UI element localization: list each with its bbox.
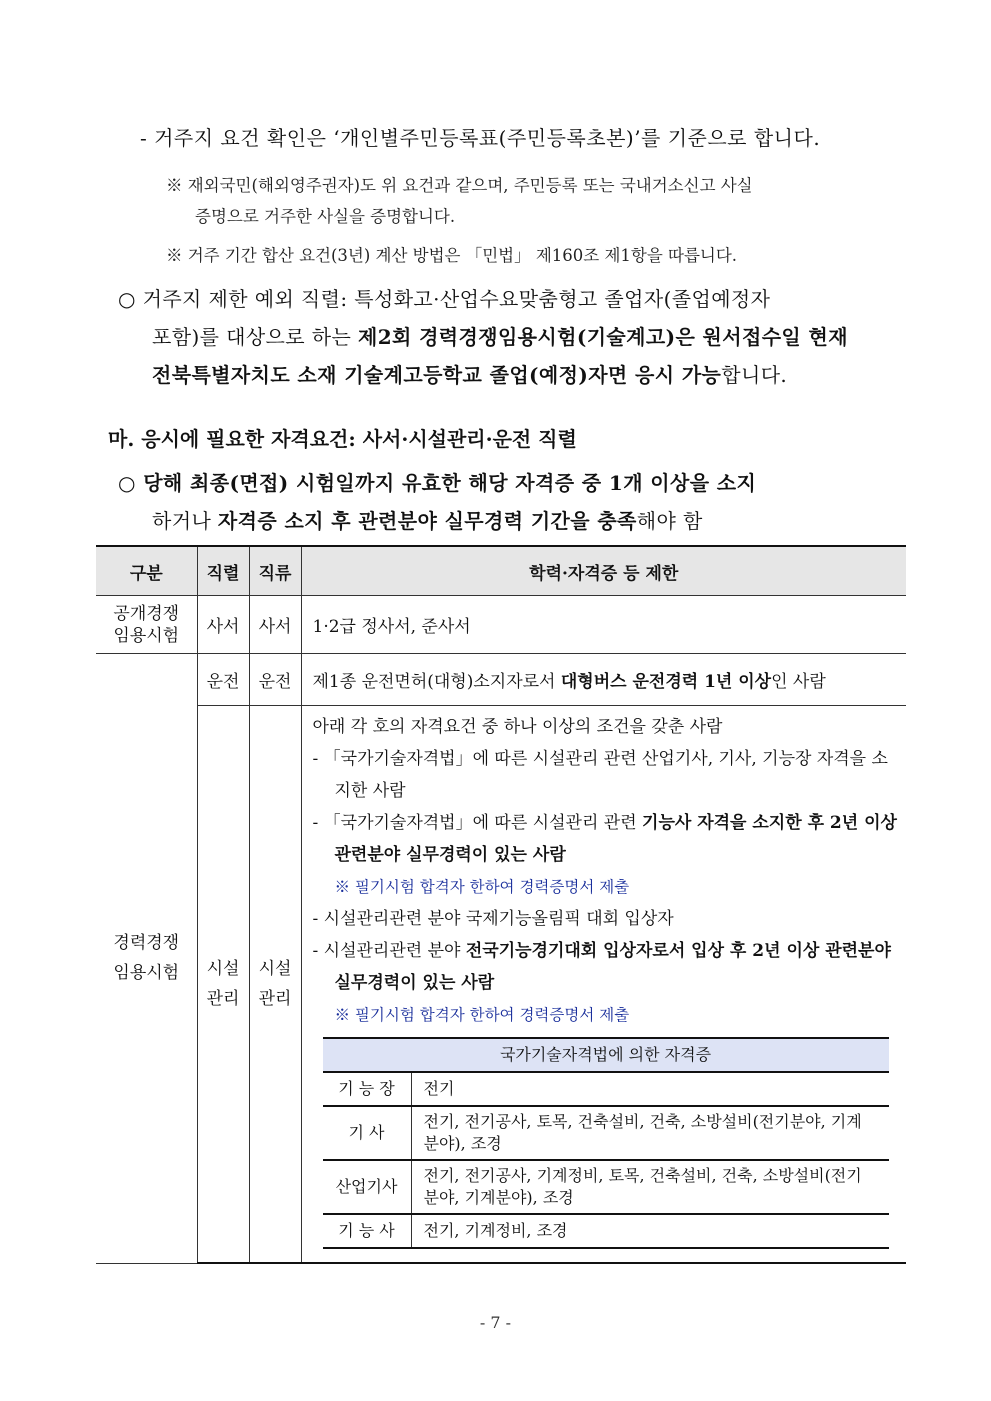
certificate-fields: 전기, 기계정비, 조경 xyxy=(411,1214,889,1248)
row-limit xyxy=(301,654,906,706)
facility-item1: - 「국가기술자격법」에 따른 시설관리 관련 산업기사, 기사, 기능장 자격을 소지한 사람 xyxy=(312,749,888,801)
row-limit xyxy=(301,596,906,654)
overseas-note-line2: 증명으로 거주한 사실을 증명합니다. xyxy=(195,207,456,226)
header-type: 직류 xyxy=(249,546,301,596)
facility-item4-plain: - 시설관리관련 분야 xyxy=(312,941,466,961)
certificate-row xyxy=(323,1214,889,1248)
driving-plain2: 인 사람 xyxy=(771,672,826,692)
row-series: 시설 관리 xyxy=(197,706,249,1264)
section-heading: 마. 응시에 필요한 자격요건: 사서·시설관리·운전 직렬 xyxy=(108,427,577,451)
requirement-line2-plain1: 하거나 xyxy=(152,509,218,533)
civil-law-note: ※ 거주 기간 합산 요건(3년) 계산 방법은 「민법」 제160조 제1항을 따릅니다. xyxy=(166,246,738,265)
row-category-open: 공개경쟁 임용시험 xyxy=(96,596,197,654)
exception-line3 xyxy=(152,359,787,388)
certificate-row xyxy=(323,1072,889,1106)
qualification-table xyxy=(96,545,906,1264)
facility-item2-plain: - 「국가기술자격법」에 따른 시설관리 관련 xyxy=(312,813,643,833)
certificate-row xyxy=(323,1106,889,1160)
certificate-fields: 전기 xyxy=(411,1072,889,1106)
page-number: - 7 - xyxy=(479,1313,512,1332)
certificate-grade: 기 능 장 xyxy=(323,1072,412,1106)
certificate-table-header xyxy=(323,1038,889,1072)
exception-line1: ○ 거주지 제한 예외 직렬: 특성화고·산업수요맞춤형고 졸업자(졸업예정자 xyxy=(118,287,771,311)
certificate-grade: 기 사 xyxy=(323,1106,412,1160)
facility-item4 xyxy=(313,935,902,999)
driving-bold: 대형버스 운전경력 1년 이상 xyxy=(560,672,772,692)
certificate-row xyxy=(323,1160,889,1214)
exception-line2 xyxy=(152,321,848,350)
facility-requirements xyxy=(303,707,906,1261)
requirement-line2-plain2: 해야 함 xyxy=(636,509,703,533)
table-row xyxy=(96,706,906,1264)
requirement-line2-bold: 자격증 소지 후 관련분야 실무경력 기간을 충족 xyxy=(217,509,637,533)
facility-note-b: ※ 필기시험 합격자 한하여 경력증명서 제출 xyxy=(334,1006,630,1024)
row-type: 사서 xyxy=(249,596,301,654)
header-series: 직렬 xyxy=(197,546,249,596)
row-type: 시설 관리 xyxy=(249,706,301,1264)
header-limit: 학력·자격증 등 제한 xyxy=(301,546,906,596)
exception-line2-plain: 포함)를 대상으로 하는 xyxy=(152,325,358,349)
certificate-fields: 전기, 전기공사, 기계정비, 토목, 건축설비, 건축, 소방설비(전기분야, 기계분야), 조경 xyxy=(411,1160,889,1214)
header-category: 구분 xyxy=(96,546,197,596)
row-limit-text xyxy=(303,672,836,692)
overseas-note-line1: ※ 재외국민(해외영주권자)도 위 요건과 같으며, 주민등록 또는 국내거소신고 사실 xyxy=(166,176,753,195)
facility-intro: 아래 각 호의 자격요건 중 하나 이상의 조건을 갖춘 사람 xyxy=(312,717,723,737)
certificate-fields: 전기, 전기공사, 토목, 건축설비, 건축, 소방설비(전기분야, 기계분야), 조경 xyxy=(411,1106,889,1160)
facility-item3: - 시설관리관련 분야 국제기능올림픽 대회 입상자 xyxy=(312,909,674,929)
row-series: 운전 xyxy=(197,654,249,706)
table-header-row xyxy=(96,546,906,596)
exception-line3-plain: 합니다. xyxy=(721,363,788,387)
row-limit xyxy=(301,706,906,1264)
residence-basis-line: - 거주지 요건 확인은 ‘개인별주민등록표(주민등록초본)’를 기준으로 합니다. xyxy=(140,126,821,150)
exception-line3-bold: 전북특별자치도 소재 기술계고등학교 졸업(예정)자면 응시 가능 xyxy=(152,363,722,387)
row-limit-text: 1·2급 정사서, 준사서 xyxy=(312,617,471,637)
row-type: 운전 xyxy=(249,654,301,706)
certificate-grade: 산업기사 xyxy=(323,1160,412,1214)
facility-item4-bold: 전국기능경기대회 입상자로서 입상 후 2년 이상 관련분야 실무경력이 있는 사람 xyxy=(334,941,891,993)
facility-item2-bold: 기능사 자격을 소지한 후 2년 이상 관련분야 실무경력이 있는 사람 xyxy=(334,813,897,865)
certificate-table xyxy=(323,1037,889,1249)
facility-note-a: ※ 필기시험 합격자 한하여 경력증명서 제출 xyxy=(334,878,630,896)
row-category-career: 경력경쟁 임용시험 xyxy=(96,654,197,1264)
table-row xyxy=(96,654,906,706)
row-series: 사서 xyxy=(197,596,249,654)
driving-plain1: 제1종 운전면허(대형)소지자로서 xyxy=(312,672,561,692)
table-row xyxy=(96,596,906,654)
exception-line2-bold: 제2회 경력경쟁임용시험(기술계고)은 원서접수일 현재 xyxy=(357,325,848,349)
certificate-title: 국가기술자격법에 의한 자격증 xyxy=(323,1038,889,1072)
facility-item2 xyxy=(313,807,902,871)
certificate-grade: 기 능 사 xyxy=(323,1214,412,1248)
requirement-line2 xyxy=(152,505,703,534)
requirement-line1: ○ 당해 최종(면접) 시험일까지 유효한 해당 자격증 중 1개 이상을 소지 xyxy=(118,471,757,495)
